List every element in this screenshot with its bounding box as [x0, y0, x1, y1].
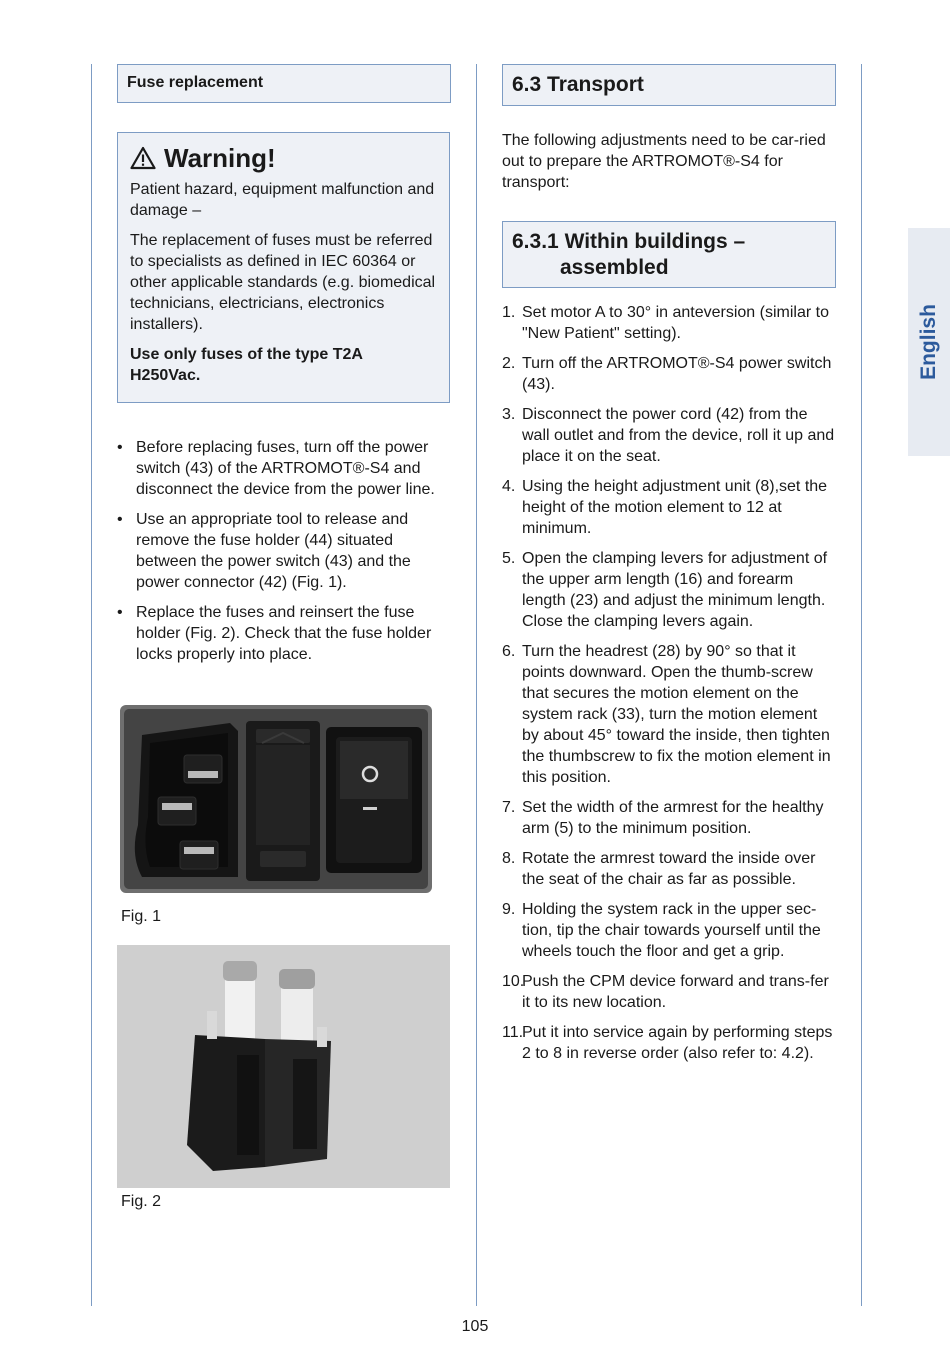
warning-title-text: Warning!	[164, 143, 276, 173]
bullet-icon: •	[117, 511, 123, 528]
list-item-text: Before replacing fuses, turn off the power switch (43) of the ARTROMOT®-S4 and disconnect the device from the power line.	[136, 439, 435, 498]
subsection-number: 6.3.1	[512, 230, 559, 253]
within-buildings-heading	[502, 221, 836, 288]
left-margin-rule	[91, 64, 92, 1306]
fig2-fuse-holder-photo	[117, 945, 450, 1188]
list-item	[502, 404, 837, 467]
step-text: Disconnect the power cord (42) from the wall outlet and from the device, roll it up and place it on the seat.	[522, 406, 835, 465]
step-text: Holding the system rack in the upper sec-tion, tip the chair towards yourself until the wheels touch the floor and get a grip.	[522, 901, 821, 960]
subsection-title-line1	[512, 229, 826, 255]
list-item	[502, 797, 837, 839]
transport-intro: The following adjustments need to be car-ried out to prepare the ARTROMOT®-S4 for transport:	[502, 132, 826, 191]
step-number: 4.	[502, 478, 516, 495]
subsection-title-continuation: assembled	[560, 256, 669, 279]
step-number: 9.	[502, 901, 516, 918]
list-item	[502, 302, 837, 344]
warning-fuse-type-note: Use only fuses of the type T2A H250Vac.	[130, 346, 363, 384]
list-item	[502, 971, 837, 1013]
transport-heading	[502, 64, 836, 106]
list-item	[117, 437, 452, 500]
transport-heading-text: 6.3 Transport	[512, 73, 644, 96]
warning-title	[130, 143, 437, 173]
step-number: 5.	[502, 550, 516, 567]
step-text: Put it into service again by performing steps 2 to 8 in reverse order (also refer to: 4.2).	[522, 1024, 833, 1062]
fig2-caption: Fig. 2	[121, 1193, 162, 1210]
step-text: Open the clamping levers for adjustment of the upper arm length (16) and forearm length (23) and adjust the minimum length. Close the clamping levers again.	[522, 550, 828, 630]
step-text: Set the width of the armrest for the healthy arm (5) to the minimum position.	[522, 799, 824, 837]
step-number: 7.	[502, 799, 516, 816]
step-text: Set motor A to 30° in anteversion (similar to "New Patient" setting).	[522, 304, 829, 342]
list-item	[117, 602, 452, 665]
fuse-replacement-heading	[117, 64, 451, 103]
step-text: Using the height adjustment unit (8),set the height of the motion element to 12 at minimum.	[522, 478, 828, 537]
bullet-icon: •	[117, 439, 123, 456]
list-item	[502, 548, 837, 632]
step-number: 8.	[502, 850, 516, 867]
list-item-text: Use an appropriate tool to release and remove the fuse holder (44) situated between the power switch (43) and the power connector (42) (Fig. 1).	[136, 511, 411, 591]
subsection-title-text: Within buildings –	[564, 230, 746, 253]
list-item	[502, 848, 837, 890]
step-number: 2.	[502, 355, 516, 372]
step-number: 11.	[502, 1024, 524, 1041]
fuse-bullet-list	[117, 437, 452, 674]
bullet-icon: •	[117, 604, 123, 621]
fig1-caption: Fig. 1	[121, 908, 162, 925]
list-item	[502, 353, 837, 395]
fuse-replacement-heading-text: Fuse replacement	[127, 74, 264, 91]
warning-paragraph: The replacement of fuses must be referred to specialists as defined in IEC 60364 or other applicable standards (e.g. biomedical technicians, electricians, electronics installers).	[130, 232, 436, 333]
transport-steps-list	[502, 302, 837, 1073]
language-tab-label: English	[917, 304, 940, 380]
step-number: 1.	[502, 304, 516, 321]
step-text: Turn the headrest (28) by 90° so that it points downward. Open the thumb-screw that secures the motion element on the system rack (33), turn the motion element by about 45° toward the inside, then tighten the thumbscrew to fix the motion element in this position.	[522, 643, 831, 786]
subsection-title-line2	[512, 255, 826, 281]
list-item	[502, 641, 837, 788]
language-side-tab	[908, 228, 950, 456]
page-number: 105	[461, 1318, 489, 1335]
step-text: Turn off the ARTROMOT®-S4 power switch (43).	[522, 355, 832, 393]
step-number: 10.	[502, 973, 525, 990]
list-item	[117, 509, 452, 593]
list-item	[502, 1022, 837, 1064]
fig1-power-inlet-photo	[120, 705, 432, 893]
list-item	[502, 476, 837, 539]
step-number: 3.	[502, 406, 516, 423]
right-margin-rule	[861, 64, 862, 1306]
list-item	[502, 899, 837, 962]
step-number: 6.	[502, 643, 516, 660]
warning-triangle-icon	[130, 146, 156, 170]
list-item-text: Replace the fuses and reinsert the fuse holder (Fig. 2). Check that the fuse holder locks properly into place.	[136, 604, 432, 663]
warning-paragraph: Patient hazard, equipment malfunction and damage –	[130, 181, 435, 219]
step-text: Rotate the armrest toward the inside over the seat of the chair as far as possible.	[522, 850, 816, 888]
warning-box	[117, 132, 450, 403]
step-text: Push the CPM device forward and trans-fer it to its new location.	[522, 973, 829, 1011]
column-divider-rule	[476, 64, 477, 1306]
